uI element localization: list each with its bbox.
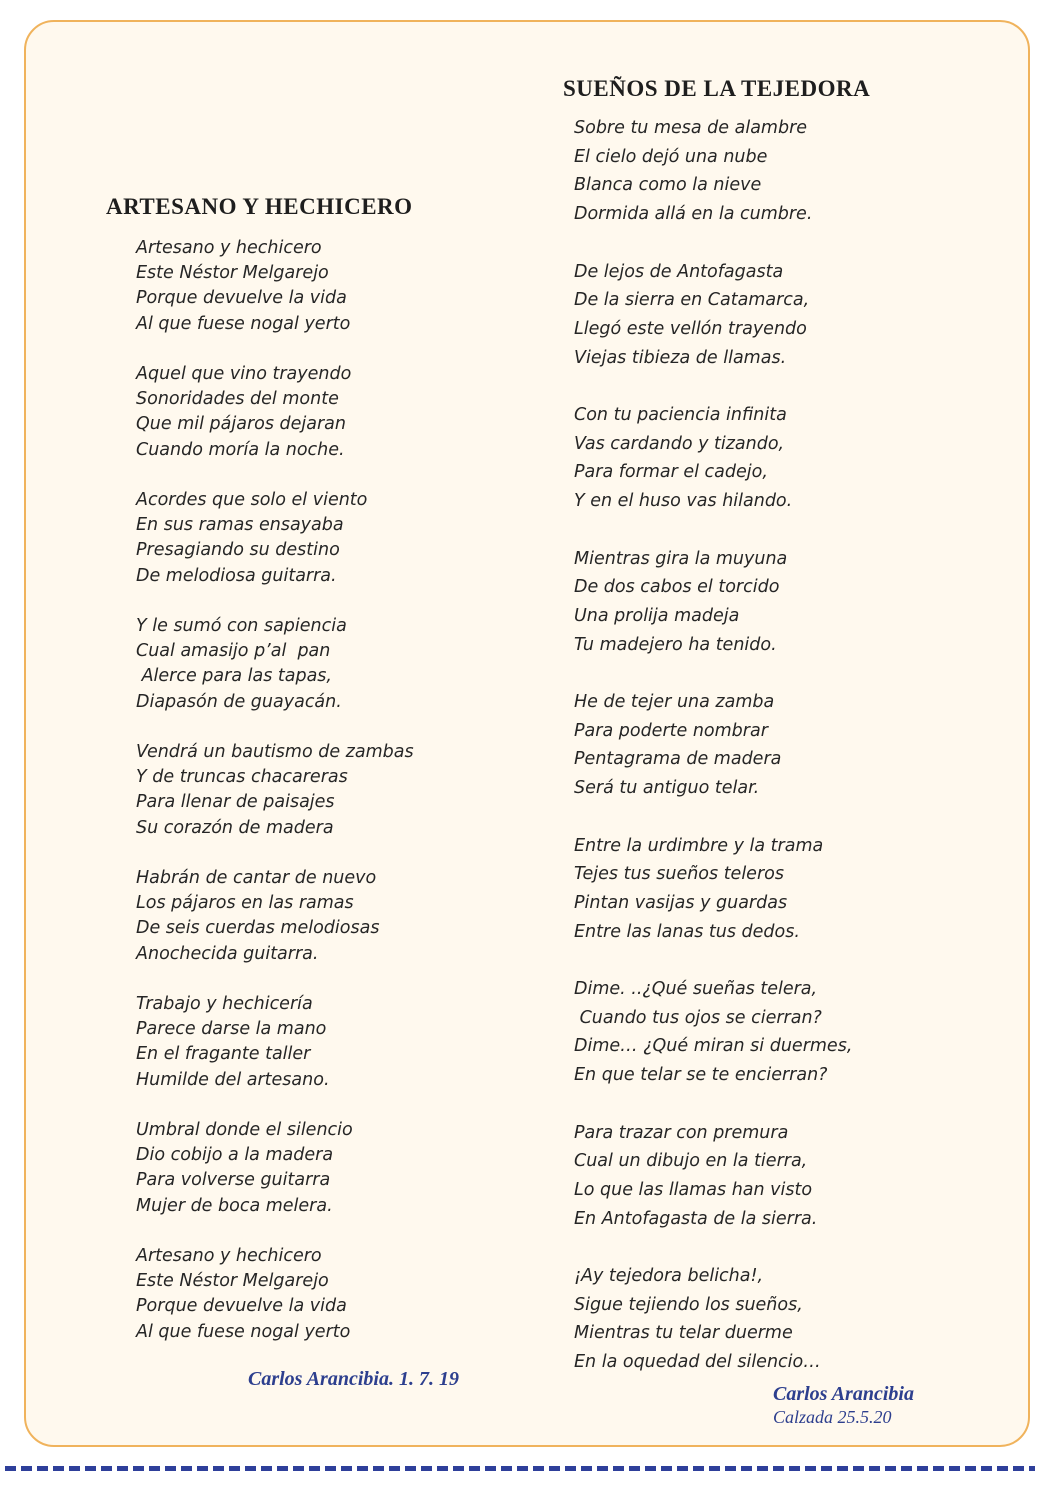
stanza bbox=[136, 236, 414, 337]
verse-line: En la oquedad del silencio… bbox=[574, 1352, 821, 1373]
poem-title: ARTESANO Y HECHICERO bbox=[106, 194, 413, 219]
stanza bbox=[574, 258, 870, 373]
verse-line: Porque devuelve la vida bbox=[136, 288, 347, 309]
verse-line: Mujer de boca melera. bbox=[136, 1195, 333, 1216]
stanza bbox=[574, 1262, 870, 1377]
verse-line: Sigue tejiendo los sueños, bbox=[574, 1294, 803, 1315]
verse-line: Parece darse la mano bbox=[136, 1019, 327, 1040]
verse-line: He de tejer una zamba bbox=[574, 692, 775, 712]
verse-line: Para trazar con premura bbox=[574, 1122, 789, 1143]
stanza bbox=[574, 688, 870, 803]
verse-line: De dos cabos el torcido bbox=[574, 577, 780, 598]
verse-line: En el fragante taller bbox=[136, 1044, 311, 1065]
verse-line: En sus ramas ensayaba bbox=[136, 515, 344, 536]
stanza bbox=[136, 488, 414, 589]
verse-line: Dio cobijo a la madera bbox=[136, 1145, 334, 1166]
stanza bbox=[136, 740, 414, 841]
verse-line: Y en el huso vas hilando. bbox=[574, 491, 793, 512]
verse-line: Porque devuelve la vida bbox=[136, 1296, 347, 1317]
verse-line: Diapasón de guayacán. bbox=[136, 691, 342, 712]
poem-suenos-de-la-tejedora bbox=[563, 76, 870, 1377]
verse-line: Pentagrama de madera bbox=[574, 749, 782, 770]
stanza bbox=[574, 114, 870, 229]
verse-line: Presagiando su destino bbox=[136, 540, 340, 561]
verse-line: Para poderte nombrar bbox=[574, 720, 768, 741]
verse-line: Su corazón de madera bbox=[136, 817, 334, 838]
verse-line: Dormida allá en la cumbre. bbox=[574, 204, 813, 225]
verse-line: Sobre tu mesa de alambre bbox=[574, 118, 808, 138]
poem-stanzas bbox=[136, 236, 414, 1345]
verse-line: Acordes que solo el viento bbox=[136, 490, 368, 510]
verse-line: Viejas tibieza de llamas. bbox=[574, 347, 787, 368]
verse-line: Dime. ..¿Qué sueñas telera, bbox=[574, 979, 818, 999]
stanza bbox=[136, 992, 414, 1093]
stanza bbox=[136, 614, 414, 715]
verse-line: Humilde del artesano. bbox=[136, 1069, 330, 1090]
signature-right-name: Carlos Arancibia bbox=[773, 1383, 914, 1405]
verse-line: Vas cardando y tizando, bbox=[574, 433, 785, 454]
stanza bbox=[574, 832, 870, 947]
poem-stanzas bbox=[574, 114, 870, 1377]
verse-line: Que mil pájaros dejaran bbox=[136, 414, 346, 435]
verse-line: Tejes tus sueños teleros bbox=[574, 864, 784, 885]
verse-line: De melodiosa guitarra. bbox=[136, 565, 337, 586]
stanza bbox=[136, 362, 414, 463]
poem-title: SUEÑOS DE LA TEJEDORA bbox=[563, 76, 871, 101]
stanza bbox=[136, 1118, 414, 1219]
verse-line: Cual amasijo p’al pan bbox=[136, 641, 331, 662]
verse-line: Entre la urdimbre y la trama bbox=[574, 835, 824, 856]
verse-line: Aquel que vino trayendo bbox=[136, 364, 352, 384]
stanza bbox=[574, 975, 870, 1090]
stanza bbox=[136, 1244, 414, 1345]
poem-artesano-y-hechicero bbox=[106, 194, 414, 1345]
verse-line: Tu madejero ha tenido. bbox=[574, 634, 777, 655]
verse-line: Para llenar de paisajes bbox=[136, 792, 335, 813]
verse-line: Dime… ¿Qué miran si duermes, bbox=[574, 1036, 853, 1057]
signature-left: Carlos Arancibia. 1. 7. 19 bbox=[248, 1368, 459, 1390]
verse-line: Al que fuese nogal yerto bbox=[136, 1321, 351, 1342]
verse-line: En Antofagasta de la sierra. bbox=[574, 1208, 818, 1229]
verse-line: En que telar se te encierran? bbox=[574, 1065, 828, 1086]
verse-line: Pintan vasijas y guardas bbox=[574, 892, 788, 913]
verse-line: Y de truncas chacareras bbox=[136, 767, 348, 788]
verse-line: De lejos de Antofagasta bbox=[574, 261, 784, 282]
stanza bbox=[136, 866, 414, 967]
verse-line: Con tu paciencia infinita bbox=[574, 405, 787, 425]
verse-line: Anochecida guitarra. bbox=[136, 943, 319, 964]
verse-line: Será tu antiguo telar. bbox=[574, 778, 760, 799]
verse-line: Cual un dibujo en la tierra, bbox=[574, 1151, 808, 1172]
verse-line: Lo que las llamas han visto bbox=[574, 1179, 813, 1200]
verse-line: Umbral donde el silencio bbox=[136, 1120, 353, 1140]
verse-line: Vendrá un bautismo de zambas bbox=[136, 742, 414, 762]
verse-line: Blanca como la nieve bbox=[574, 175, 762, 196]
verse-line: Los pájaros en las ramas bbox=[136, 893, 354, 914]
verse-line: De seis cuerdas melodiosas bbox=[136, 918, 380, 939]
stanza bbox=[574, 401, 870, 516]
dashed-rule bbox=[5, 1466, 1035, 1471]
verse-line: Y le sumó con sapiencia bbox=[136, 616, 347, 636]
verse-line: Entre las lanas tus dedos. bbox=[574, 921, 800, 942]
signature-right-date: Calzada 25.5.20 bbox=[773, 1407, 892, 1427]
verse-line: De la sierra en Catamarca, bbox=[574, 290, 810, 311]
verse-line: Llegó este vellón trayendo bbox=[574, 318, 807, 339]
verse-line: ¡Ay tejedora belicha!, bbox=[574, 1266, 764, 1286]
verse-line: El cielo dejó una nube bbox=[574, 146, 768, 167]
verse-line: Alerce para las tapas, bbox=[136, 666, 332, 687]
verse-line: Este Néstor Melgarejo bbox=[136, 263, 329, 284]
verse-line: Cuando tus ojos se cierran? bbox=[574, 1007, 822, 1028]
verse-line: Trabajo y hechicería bbox=[136, 994, 313, 1014]
verse-line: Cuando moría la noche. bbox=[136, 439, 345, 460]
stanza bbox=[574, 545, 870, 660]
verse-line: Para formar el cadejo, bbox=[574, 462, 768, 483]
verse-line: Este Néstor Melgarejo bbox=[136, 1271, 329, 1292]
verse-line: Artesano y hechicero bbox=[136, 238, 322, 258]
verse-line: Artesano y hechicero bbox=[136, 1246, 322, 1266]
verse-line: Mientras tu telar duerme bbox=[574, 1323, 793, 1344]
verse-line: Habrán de cantar de nuevo bbox=[136, 868, 377, 888]
verse-line: Para volverse guitarra bbox=[136, 1170, 331, 1191]
verse-line: Una prolija madeja bbox=[574, 605, 740, 626]
verse-line: Al que fuese nogal yerto bbox=[136, 313, 351, 334]
verse-line: Sonoridades del monte bbox=[136, 389, 339, 410]
verse-line: Mientras gira la muyuna bbox=[574, 548, 788, 569]
stanza bbox=[574, 1119, 870, 1234]
